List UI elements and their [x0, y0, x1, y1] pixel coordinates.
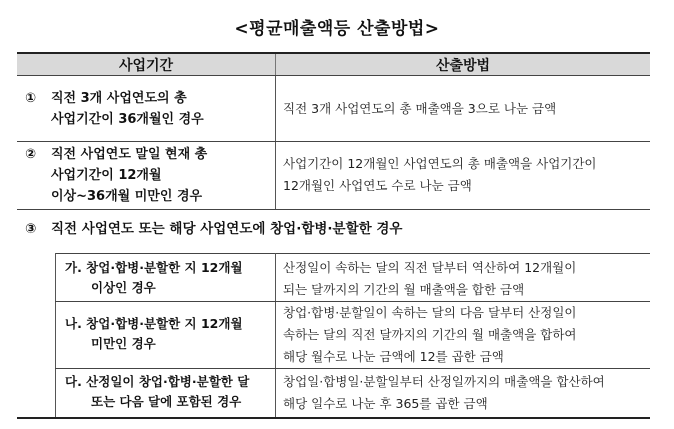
- header-period: 사업기간: [17, 54, 275, 75]
- subrow-3-desc-line: 창업일·합병일·분할일부터 산정일까지의 매출액을 합산하여: [283, 374, 605, 389]
- subrow-1-label-line: 이상인 경우: [91, 280, 156, 295]
- subrow-1-top-border: [55, 253, 650, 254]
- subrow-2-desc-line: 속하는 달의 직전 달까지의 기간의 월 매출액을 합하여: [283, 327, 577, 342]
- section-3-label: [25, 219, 402, 240]
- row-1-label: [25, 88, 204, 130]
- subrow-1-description: [283, 257, 576, 301]
- row-1-description: [283, 98, 556, 120]
- row-1-label-line: 사업기간이 36개월인 경우: [51, 112, 204, 127]
- subrow-3-label: [65, 372, 249, 412]
- section-3-number: ③: [25, 221, 37, 237]
- subrow-2-label: [65, 314, 243, 354]
- row-1-desc-line: 직전 3개 사업연도의 총 매출액을 3으로 나눈 금액: [283, 101, 557, 116]
- calculation-table: [17, 52, 650, 420]
- row-1-label-line: 직전 3개 사업연도의 총: [51, 91, 187, 106]
- section-3-title: 직전 사업연도 또는 해당 사업연도에 창업·합병·분할한 경우: [51, 221, 403, 237]
- row-2-description: [283, 153, 597, 197]
- subrow-2-label-line: 미만인 경우: [91, 336, 156, 351]
- row-1-number: ①: [25, 91, 37, 106]
- row-1-divider: [275, 76, 276, 141]
- row-2-label-line: 이상~36개월 미만인 경우: [51, 189, 203, 204]
- subrow-2-label-line: 나. 창업·합병·분할한 지 12개월: [65, 316, 243, 331]
- subrow-3-description: [283, 371, 605, 415]
- subrow-1-label: [65, 258, 243, 298]
- subrow-1-label-line: 가. 창업·합병·분할한 지 12개월: [65, 260, 243, 275]
- row-1-bottom-border: [17, 141, 650, 142]
- subrow-2-bottom-border: [55, 368, 650, 369]
- header-method: 산출방법: [276, 54, 650, 75]
- row-2-desc-line: 사업기간이 12개월인 사업연도의 총 매출액을 사업기간이: [283, 156, 597, 171]
- row-2-desc-line: 12개월인 사업연도 수로 나눈 금액: [283, 178, 472, 193]
- subrow-left-border: [55, 253, 56, 417]
- subrow-2-desc-line: 창업·합병·분할일이 속하는 달의 다음 달부터 산정일이: [283, 305, 577, 320]
- subrow-3-desc-line: 해당 일수로 나눈 후 365를 곱한 금액: [283, 396, 488, 411]
- subrow-3-label-line: 또는 다음 달에 포함된 경우: [91, 394, 242, 409]
- subrow-3-label-line: 다. 산정일이 창업·합병·분할한 달: [65, 374, 250, 389]
- table-bottom-border: [17, 417, 650, 419]
- row-2-number: ②: [25, 147, 37, 162]
- header-divider: [275, 54, 276, 75]
- subrow-1-desc-line: 되는 달까지의 기간의 월 매출액을 합한 금액: [283, 282, 525, 297]
- page-title: <평균매출액등 산출방법>: [234, 19, 440, 39]
- subrow-2-description: [283, 302, 576, 368]
- row-2-label-line: 사업기간이 12개월: [51, 168, 162, 183]
- subrow-divider: [275, 253, 276, 417]
- header-bottom-border: [17, 75, 650, 76]
- subrow-1-desc-line: 산정일이 속하는 달의 직전 달부터 역산하여 12개월이: [283, 260, 577, 275]
- row-2-bottom-border: [17, 209, 650, 210]
- row-2-label-line: 직전 사업연도 말일 현재 총: [51, 147, 208, 162]
- subrow-2-desc-line: 해당 월수로 나눈 금액에 12를 곱한 금액: [283, 349, 504, 364]
- row-2-divider: [275, 142, 276, 209]
- row-2-label: [25, 144, 207, 207]
